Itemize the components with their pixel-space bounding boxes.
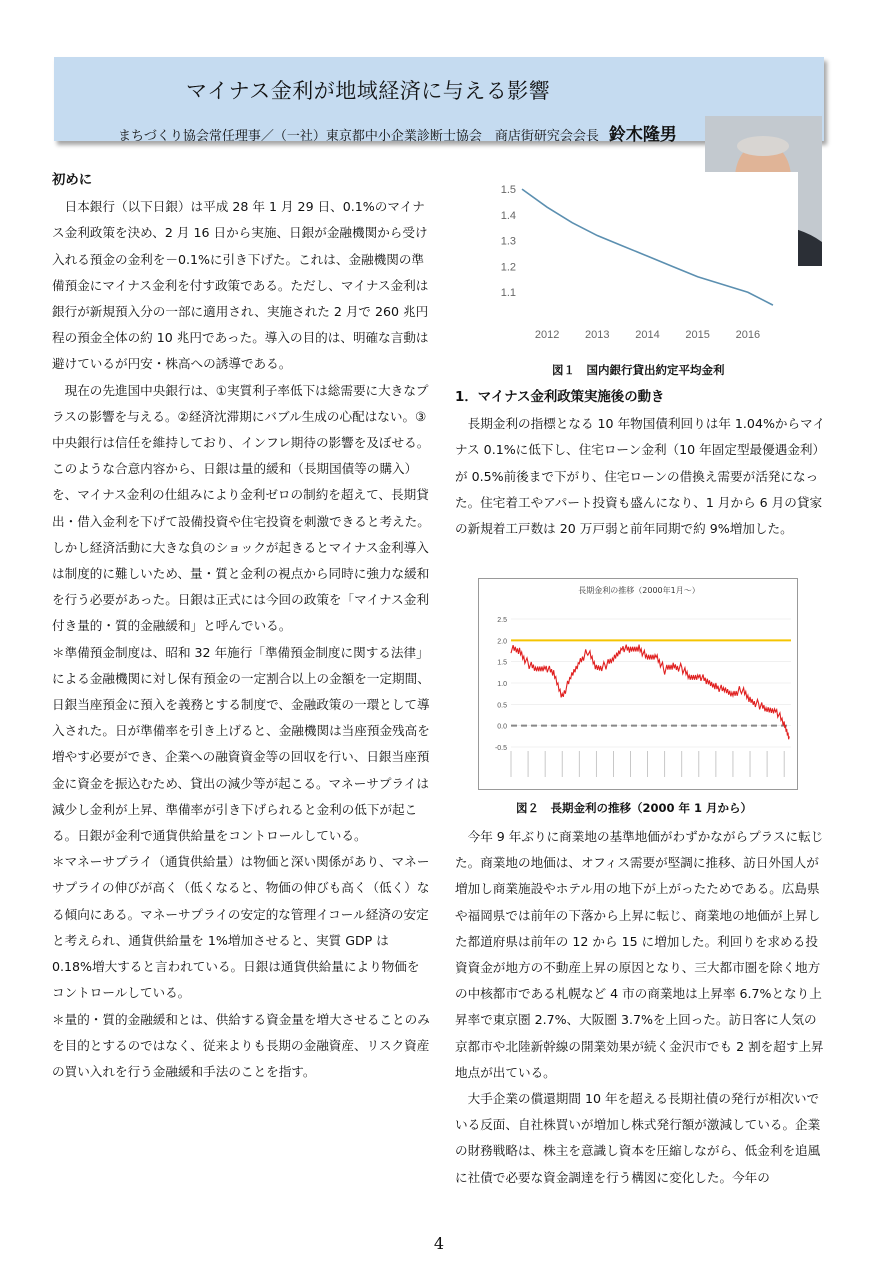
page-title: マイナス金利が地域経済に与える影響 — [186, 79, 551, 103]
figure-2-caption: 図２ 長期金利の推移（2000 年 1 月から） — [516, 801, 753, 815]
right-column-top — [455, 385, 829, 542]
y-tick-label: 0.5 — [497, 702, 507, 710]
paragraph: 長期金利の指標となる 10 年物国債利回りは年 1.04%からマイナス 0.1%に低下し、住宅ローン金利（10 年固定型最優遇金利）が 0.5%前後まで下がり、住宅ローンの借換え需要が活発になった。住宅着工やアパート投資も盛んになり、1 月から 6 月の貸家の新規着工戸数は 20 万戸弱と前年同期で約 9%増加した。 — [455, 416, 826, 537]
x-tick-label: 2014 — [635, 329, 660, 341]
paragraph: 日本銀行（以下日銀）は平成 28 年 1 月 29 日、0.1%のマイナス金利政策を決め、2 月 16 日から実施、日銀が金融機関から受け入れる預金の金利を－0.1%に引き下げた。これは、金融機関の準備預金にマイナス金利を付す政策である。ただし、マイナス金利は銀行が新規預入分の一部に適用され、実施された 2 月で 260 兆円程の預金全体の約 10 兆円であった。導入の目的は、明確な言動は避けているが円安・株高への誘導である。 — [52, 199, 429, 372]
paragraph: 今年 9 年ぶりに商業地の基準地価がわずかながらプラスに転じた。商業地の地価は、オフィス需要が堅調に推移、訪日外国人が増加し商業施設やホテル用の地下が上がったためである。広島県や福岡県では前年の下落から上昇に転じ、商業地の地価が上昇した都道府県は前年の 12 から 15 に増加した。利回りを求める投資資金が地方の不動産上昇の原因となり、三大都市圏を除く地方の中核都市である札幌など 4 市の商業地は上昇率 6.7%となり上昇率で東京圏 2.7%、大阪圏 3.7%を上回った。訪日客に人気の京都市や北陸新幹線の開業効果が続く金沢市でも 2 割を超す上昇地点が出ている。 — [455, 829, 824, 1080]
figure-1-chart — [480, 172, 798, 342]
y-tick-label: 2.5 — [497, 617, 507, 624]
author-name: 鈴木隆男 — [608, 125, 677, 145]
section-heading-intro: 初めに — [52, 173, 93, 188]
right-column-bottom — [455, 824, 829, 1191]
byline — [118, 120, 677, 145]
figure-1-caption: 図１ 国内銀行貸出約定平均金利 — [552, 363, 725, 377]
y-tick-label: 1.3 — [500, 235, 516, 248]
section-heading-1: 1．マイナス金利政策実施後の動き — [455, 390, 665, 405]
left-column — [52, 168, 430, 1085]
series-line — [522, 189, 773, 305]
page-number: 4 — [433, 1234, 445, 1253]
author-affiliation: まちづくり協会常任理事／（一社）東京都中小企業診断士協会 商店街研究会会長 — [118, 129, 599, 144]
paragraph: 現在の先進国中央銀行は、①実質利子率低下は総需要に大きなプラスの影響を与える。②経済沈滞期にバブル生成の心配はない。③中央銀行は信任を維持しており、インフレ期待の影響を及ぼせる。このような合意内容から、日銀は量的緩和（長期国債等の購入）を、マイナス金利の仕組みにより金利ゼロの制約を超えて、長期貸出・借入金利を下げて設備投資や住宅投資を刺激できると考えた。しかし経済活動に大きな負のショックが起きるとマイナス金利導入は制度的に難しいため、量・質と金利の視点から同時に強力な緩和を行う必要があった。日銀は正式には今回の政策を「マイナス金利付き量的・質的金融緩和」と呼んでいる。 — [52, 382, 430, 634]
paragraph: 大手企業の償還期間 10 年を超える長期社債の発行が相次いでいる反面、自社株買いが増加し株式発行額が激減している。企業の財務戦略は、株主を意識し資本を圧縮しながら、低金利を追風に社債で必要な資金調達を行う構図に変化した。今年の — [455, 1091, 821, 1185]
chart-title: 長期金利の推移（2000年1月～） — [578, 586, 700, 595]
y-tick-label: 2.0 — [497, 638, 507, 646]
y-tick-label: 1.5 — [500, 184, 516, 197]
x-tick-label: 2013 — [585, 329, 610, 341]
y-tick-label: 1.1 — [500, 287, 516, 300]
y-tick-label: 1.4 — [500, 209, 516, 222]
x-tick-label: 2012 — [534, 329, 560, 341]
x-tick-label: 2016 — [735, 329, 761, 341]
y-tick-label: 1.2 — [500, 261, 516, 274]
figure-2-chart — [478, 578, 798, 790]
note-paragraph: ＊マネーサプライ（通貨供給量）は物価と深い関係があり、マネーサプライの伸びが高く（低くなると、物価の伸びも高く（低く）なる傾向にある。マネーサプライの安定的な管理イコール経済の安定と考えられ、通貨供給量を 1%増加させると、実質 GDP は 0.18%増大すると言われている。日銀は通貨供給量により物価をコントロールしている。 — [52, 854, 430, 1001]
y-tick-label: 0.0 — [497, 723, 507, 731]
y-tick-label: 1.5 — [497, 659, 507, 667]
x-tick-label: 2015 — [685, 329, 710, 341]
y-tick-label: 1.0 — [497, 681, 507, 688]
figure-1-svg — [480, 172, 798, 342]
note-paragraph: ＊準備預金制度は、昭和 32 年施行「準備預金制度に関する法律」による金融機関に対し保有預金の一定割合以上の金額を一定期間、日銀当座預金に預入を義務とする制度で、金融政策の一環として導入された。日が準備率を引き上げると、金融機関は当座預金残高を増やす必要ができ、企業への融資資金等の回収を行い、日銀当座預金に資金を振込むため、貸出の減少等が起こる。マネーサプライは減少し金利が上昇、準備率が引き下げられると金利の低下が起こる。日銀が金利で通貨供給量をコントロールしている。 — [52, 644, 430, 844]
y-tick-label: -0.5 — [494, 745, 507, 752]
figure-2-svg — [479, 579, 799, 791]
note-paragraph: ＊量的・質的金融緩和とは、供給する資金量を増大させることのみを目的とするのではなく、従来よりも長期の金融資産、リスク資産の買い入れを行う金融緩和手法のことを指す。 — [52, 1011, 430, 1079]
